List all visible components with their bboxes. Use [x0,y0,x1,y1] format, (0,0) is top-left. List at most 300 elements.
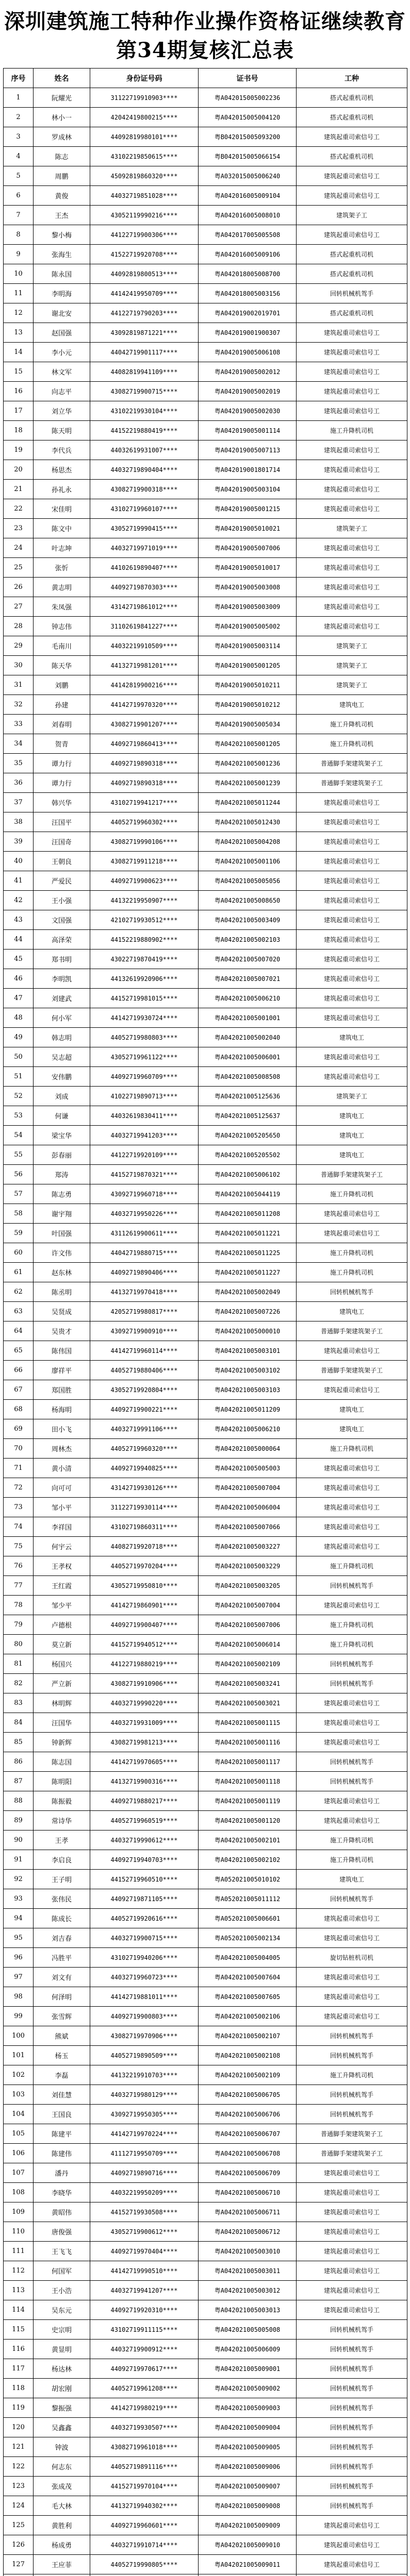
row-index: 61 [4,1263,34,1282]
row-name: 陈志勇 [34,1184,90,1204]
row-index: 84 [4,1713,34,1733]
row-id-number: 44052719961208**** [90,2379,199,2398]
row-name: 林小一 [34,108,90,127]
row-work-type: 建筑起重司索信号工 [297,1968,407,1987]
table-row [4,1948,407,1968]
table-row [4,323,407,343]
row-certificate-number: 粤A042021005001239 [199,773,297,793]
row-certificate-number: 粤A042019005001215 [199,499,297,519]
row-name: 邹少平 [34,1596,90,1615]
row-id-number: 43052719900612**** [90,2222,199,2242]
row-name: 李小元 [34,343,90,362]
row-work-type: 建筑起重司索信号工 [297,2555,407,2574]
row-work-type: 建筑起重司索信号工 [297,812,407,832]
table-row [4,2398,407,2418]
row-name: 陈建平 [34,2124,90,2144]
row-certificate-number: 粤A042021005006710 [199,2183,297,2202]
row-index: 24 [4,538,34,558]
row-id-number: 43082719910906**** [90,1674,199,1693]
row-name: 林明辉 [34,1693,90,1713]
row-work-type: 建筑电工 [297,1870,407,1889]
table-row [4,656,407,675]
row-certificate-number: 粤A042021005003011 [199,2261,297,2281]
row-work-type: 建筑起重司索信号工 [297,127,407,147]
row-certificate-number: 粤A042021005011208 [199,1204,297,1224]
row-id-number: 44052719960320**** [90,1439,199,1459]
row-index: 127 [4,2555,34,2574]
row-index: 111 [4,2242,34,2261]
row-index: 3 [4,127,34,147]
row-name: 杨海明 [34,1400,90,1419]
row-index: 106 [4,2144,34,2163]
row-name: 黄昭伟 [34,2202,90,2222]
row-index: 89 [4,1811,34,1831]
row-id-number: 44142719990510**** [90,2261,199,2281]
row-work-type: 回转机械机驾手 [297,1674,407,1693]
row-id-number: 43052119990216**** [90,206,199,225]
table-row [4,1106,407,1126]
row-work-type: 回转机械机驾手 [297,2046,407,2065]
row-id-number: 44032719990612**** [90,1831,199,1850]
row-name: 李明凯 [34,969,90,989]
table-row [4,950,407,969]
row-name: 张雪辉 [34,2007,90,2026]
table-row [4,343,407,362]
row-name: 何谦 [34,1106,90,1126]
row-name: 王小浩 [34,2281,90,2300]
row-id-number: 44032719990220**** [90,1693,199,1713]
table-row [4,597,407,617]
row-name: 王小强 [34,891,90,910]
row-id-number: 44032619830411**** [90,1106,199,1126]
table-row [4,108,407,127]
table-row [4,2144,407,2163]
row-id-number: 43052719961122**** [90,1047,199,1067]
row-work-type: 建筑架子工 [297,656,407,675]
row-id-number: 44082819941109**** [90,362,199,382]
row-index: 120 [4,2418,34,2437]
row-index: 125 [4,2516,34,2535]
row-work-type: 建筑起重司索信号工 [297,499,407,519]
row-certificate-number: 粤A042021005007604 [199,1968,297,1987]
table-row [4,812,407,832]
row-certificate-number: 粤A042021005007066 [199,1517,297,1537]
table-row [4,1400,407,1419]
row-index: 91 [4,1850,34,1870]
row-work-type: 建筑起重司索信号工 [297,362,407,382]
row-certificate-number: 粤A042021005001236 [199,754,297,773]
row-certificate-number: 粤A042021005006009 [199,2340,297,2359]
row-work-type: 建筑起重司索信号工 [297,597,407,617]
row-work-type: 建筑起重司索信号工 [297,401,407,421]
table-row [4,1831,407,1850]
row-index: 46 [4,969,34,989]
row-index: 48 [4,1008,34,1028]
row-work-type: 建筑起重司索信号工 [297,871,407,891]
row-work-type: 建筑起重司索信号工 [297,2007,407,2026]
row-name: 王子明 [34,1870,90,1889]
row-certificate-number: 粤A042021005125637 [199,1106,297,1126]
row-id-number: 44032719851028**** [90,186,199,206]
row-certificate-number: 粤A042021005003013 [199,2300,297,2320]
row-index: 5 [4,166,34,186]
row-id-number: 44092719960601**** [90,2516,199,2535]
row-id-number: 44092719870303**** [90,578,199,597]
row-certificate-number: 粤A042018005008700 [199,264,297,284]
table-row [4,1145,407,1165]
row-work-type: 搭式起重机司机 [297,108,407,127]
table-row [4,1635,407,1654]
row-name [34,2574,90,2576]
row-index: 83 [4,1693,34,1713]
row-work-type: 建筑起重司索信号工 [297,1909,407,1928]
row-certificate-number: 粤A042021005001001 [199,1008,297,1028]
row-index: 14 [4,343,34,362]
row-work-type: 搭式起重机司机 [297,264,407,284]
row-id-number: 44032719980129**** [90,2085,199,2105]
row-work-type: 建筑电工 [297,1302,407,1321]
row-index: 58 [4,1204,34,1224]
row-certificate-number: 粤A042021005006705 [199,2085,297,2105]
table-row [4,382,407,401]
row-work-type: 施工升降机司机 [297,1556,407,1576]
row-name: 向志平 [34,382,90,401]
table-row [4,1224,407,1243]
row-id-number: 44042719901117**** [90,343,199,362]
row-name: 刘春明 [34,715,90,734]
row-work-type: 建筑起重司索信号工 [297,558,407,578]
row-id-number: 44052719960302**** [90,812,199,832]
row-work-type: 建筑起重司索信号工 [297,1498,407,1517]
row-name: 王孝 [34,1831,90,1850]
row-certificate-number: 粤A042021005002101 [199,1831,297,1850]
row-certificate-number: 粤A042021005002040 [199,1028,297,1047]
row-certificate-number: 粤A042015005002236 [199,88,297,108]
row-id-number: 44152719960510**** [90,1870,199,1889]
row-work-type: 普通脚手架建筑架子工 [297,1321,407,1341]
table-row [4,2007,407,2026]
row-name: 陈志国 [34,1752,90,1772]
row-index: 8 [4,225,34,245]
row-name: 莫立新 [34,1635,90,1654]
row-work-type: 建筑起重司索信号工 [297,2261,407,2281]
row-certificate-number: 粤A042021005006706 [199,2105,297,2124]
row-index: 20 [4,460,34,480]
row-name: 罗成林 [34,127,90,147]
row-name: 梁宝华 [34,1126,90,1145]
row-certificate-number: 粤A042019005001114 [199,421,297,440]
row-name: 阮耀光 [34,88,90,108]
table-row [4,1184,407,1204]
row-id-number: 44032719941203**** [90,1126,199,1145]
row-name: 廖祥平 [34,1361,90,1380]
row-index: 16 [4,382,34,401]
row-id-number: 43082719990106**** [90,832,199,852]
row-work-type: 施工升降机司机 [297,1831,407,1850]
row-index: 73 [4,1498,34,1517]
row-certificate-number: 粤A042021005009004 [199,2418,297,2437]
row-id-number: 44032219950209**** [90,2183,199,2202]
row-certificate-number: 粤A042018005003156 [199,284,297,303]
row-index: 40 [4,852,34,871]
table-row [4,1517,407,1537]
row-name: 汪国奇 [34,832,90,852]
row-certificate-number: 粤A042021005006001 [199,1047,297,1067]
row-work-type: 回转机械机驾手 [297,2477,407,2496]
row-name: 王应菲 [34,2555,90,2574]
row-certificate-number: 粤A042021005009011 [199,2555,297,2574]
row-work-type: 搭式起重机司机 [297,303,407,323]
row-name: 杨思杰 [34,460,90,480]
row-name: 何小军 [34,1008,90,1028]
row-index: 6 [4,186,34,206]
row-index: 37 [4,793,34,812]
row-work-type: 搭式起重机司机 [297,88,407,108]
row-work-type: 建筑起重司索信号工 [297,1987,407,2007]
row-name: 黄志明 [34,578,90,597]
row-name: 熊斌 [34,2026,90,2046]
row-name: 潘丹 [34,2163,90,2183]
row-name: 李代兵 [34,440,90,460]
row-certificate-number: 粤A042019005001205 [199,656,297,675]
table-row [4,1008,407,1028]
row-work-type: 建筑架子工 [297,206,407,225]
row-id-number: 44152719940512**** [90,1635,199,1654]
row-work-type: 搭式起重机司机 [297,245,407,264]
row-certificate-number: 粤A042021005001106 [199,852,297,871]
row-work-type: 建筑起重司索信号工 [297,852,407,871]
row-certificate-number: 粤A042021005007004 [199,1478,297,1498]
row-index: 69 [4,1419,34,1439]
row-id-number: 44092719880217**** [90,1791,199,1811]
row-id-number: 44052719960519**** [90,1811,199,1831]
row-id-number: 43082719900715**** [90,382,199,401]
table-row [4,1165,407,1184]
row-certificate-number: 粤A042021005012430 [199,812,297,832]
row-name: 邹小平 [34,1498,90,1517]
table-row [4,1752,407,1772]
row-work-type: 普通脚手架建筑架子工 [297,773,407,793]
row-name: 吴东元 [34,2300,90,2320]
row-name: 黄胜利 [34,2516,90,2535]
row-index: 109 [4,2202,34,2222]
row-id-number: 44092719900623**** [90,871,199,891]
table-row [4,1321,407,1341]
row-work-type: 回转机械机驾手 [297,2418,407,2437]
row-id-number: 44142719960114**** [90,1341,199,1361]
row-certificate-number: 粤A042021005003409 [199,910,297,930]
row-index: 13 [4,323,34,343]
row-name: 卢德根 [34,1615,90,1635]
row-certificate-number: 粤A042019005007006 [199,538,297,558]
row-certificate-number: 粤A042021005006210 [199,989,297,1008]
row-certificate-number: 粤A042021005011227 [199,1263,297,1282]
row-work-type: 施工升降机司机 [297,1850,407,1870]
row-name: 陈振毅 [34,1791,90,1811]
row-index: 26 [4,578,34,597]
row-work-type: 建筑架子工 [297,675,407,695]
row-certificate-number: 粤A042021005001120 [199,1811,297,1831]
row-name: 李祥国 [34,1517,90,1537]
row-name: 吴贵才 [34,1321,90,1341]
row-index: 45 [4,950,34,969]
row-index: 17 [4,401,34,421]
table-row [4,88,407,108]
row-work-type: 施工升降机司机 [297,421,407,440]
row-id-number: 44142719980219**** [90,2398,199,2418]
row-certificate-number: 粤A042021005002109 [199,2065,297,2085]
row-index: 126 [4,2535,34,2555]
row-certificate-number: 粤A042021005003101 [199,1341,297,1361]
row-id-number: 44032719900715**** [90,1928,199,1948]
row-certificate-number: 粤A042021005002103 [199,930,297,950]
row-work-type: 普通脚手架建筑架子工 [297,1361,407,1380]
row-certificate-number: 粤A042021005008650 [199,891,297,910]
row-work-type: 施工升降机司机 [297,1615,407,1635]
table-row [4,245,407,264]
table-row [4,284,407,303]
row-id-number: 44092719890716**** [90,2163,199,2183]
row-index: 86 [4,1752,34,1772]
row-work-type: 回转机械机驾手 [297,2398,407,2418]
table-row [4,1615,407,1635]
row-id-number: 44082719920718**** [90,1537,199,1556]
row-id-number: 44032719890404**** [90,460,199,480]
row-name: 谭力行 [34,773,90,793]
row-index: 74 [4,1517,34,1537]
row-id-number: 42042419800215**** [90,108,199,127]
row-index: 63 [4,1302,34,1321]
row-work-type: 建筑起重司索信号工 [297,1047,407,1067]
row-certificate-number: 粤A042021005205650 [199,1126,297,1145]
row-index: 51 [4,1067,34,1087]
row-name: 史宗明 [34,2320,90,2340]
row-id-number: 44032719971019**** [90,538,199,558]
row-certificate-number: 粤A042016005008010 [199,206,297,225]
row-id-number: 44032719960723**** [90,1968,199,1987]
row-work-type: 回转机械机驾手 [297,2496,407,2516]
row-id-number: 43082719970906**** [90,2026,199,2046]
row-index: 78 [4,1596,34,1615]
row-certificate-number: 粤A042019005007113 [199,440,297,460]
row-certificate-number: 粤A042021005005056 [199,871,297,891]
row-name: 钟志伟 [34,617,90,636]
row-id-number: 43022719870419**** [90,950,199,969]
row-id-number: 43102719941217**** [90,793,199,812]
row-name: 杨玉 [34,2046,90,2065]
row-name: 张海生 [34,245,90,264]
row-certificate-number: 粤A042021005004208 [199,832,297,852]
table-row [4,440,407,460]
row-certificate-number: 粤A042016005009106 [199,245,297,264]
row-index: 23 [4,519,34,538]
row-work-type: 回转机械机驾手 [297,2359,407,2379]
row-name: 高泽荣 [34,930,90,950]
row-name: 钟新辉 [34,1733,90,1752]
table-row [4,480,407,499]
table-row [4,1204,407,1224]
row-certificate-number: 粤A042021005007020 [199,950,297,969]
table-row [4,2105,407,2124]
row-index: 10 [4,264,34,284]
row-work-type: 建筑起重司索信号工 [297,617,407,636]
row-work-type: 施工升降机司机 [297,1439,407,1459]
table-row [4,166,407,186]
row-index: 122 [4,2457,34,2477]
row-index: 54 [4,1126,34,1145]
table-row [4,2065,407,2085]
row-index: 108 [4,2183,34,2202]
row-id-number: 43102219850615**** [90,147,199,166]
row-name: 王杰 [34,206,90,225]
row-name: 何国军 [34,2261,90,2281]
row-work-type: 回转机械机驾手 [297,2026,407,2046]
row-name: 郑书明 [34,950,90,969]
row-certificate-number: 粤A042021005044119 [199,1184,297,1204]
row-certificate-number: 粤A042021005006004 [199,1498,297,1517]
table-row [4,1772,407,1791]
row-work-type: 回转机械机驾手 [297,1282,407,1302]
row-certificate-number: 粤A042021005001117 [199,1752,297,1772]
header-index: 序号 [4,69,34,88]
row-id-number: 41522719920708**** [90,245,199,264]
row-certificate-number: 粤A042021005002049 [199,1282,297,1302]
row-certificate-number: 粤A042019001801714 [199,460,297,480]
row-work-type: 建筑起重司索信号工 [297,891,407,910]
row-work-type: 回转机械机驾手 [297,2457,407,2477]
row-certificate-number: 粤A042017005005508 [199,225,297,245]
row-work-type: 回转机械机驾手 [297,1576,407,1596]
row-work-type: 建筑起重司索信号工 [297,225,407,245]
row-id-number: 44142419950709**** [90,284,199,303]
row-name: 王朝良 [34,852,90,871]
row-certificate-number: 粤A042021005205502 [199,1145,297,1165]
row-index: 87 [4,1772,34,1791]
row-id-number: 44092719970404**** [90,2242,199,2261]
row-id-number: 44122719880219**** [90,1654,199,1674]
row-work-type: 建筑起重司索信号工 [297,2222,407,2242]
row-id-number: 44092719890318**** [90,754,199,773]
row-name: 陈明阳 [34,1772,90,1791]
row-name: 黄俊 [34,186,90,206]
row-certificate-number: 粤A042019005005034 [199,715,297,734]
row-index: 101 [4,2046,34,2065]
row-index: 112 [4,2261,34,2281]
row-name: 安伟鹏 [34,1067,90,1087]
row-work-type: 建筑起重司索信号工 [297,1341,407,1361]
row-index: 103 [4,2085,34,2105]
row-id-number: 44042719880715**** [90,1243,199,1263]
row-name: 张成茂 [34,2477,90,2496]
row-index: 32 [4,695,34,715]
row-index: 116 [4,2340,34,2359]
table-row [4,2202,407,2222]
row-certificate-number: 粤A042021005002107 [199,2026,297,2046]
row-name: 黄小清 [34,1459,90,1478]
row-name: 刘鹏 [34,675,90,695]
row-name: 刘佳慧 [34,2085,90,2105]
row-name: 彭春丽 [34,1145,90,1165]
row-certificate-number: 粤A042021005007605 [199,1987,297,2007]
row-id-number: 44092719960709**** [90,1067,199,1087]
row-certificate-number: 粤A042021005001119 [199,1791,297,1811]
table-row [4,303,407,323]
row-index: 67 [4,1380,34,1400]
row-id-number: 44102619890407**** [90,558,199,578]
row-id-number: 31122719930114**** [90,1498,199,1517]
row-certificate-number: 粤A042021005000010 [199,1321,297,1341]
row-index: 98 [4,1987,34,2007]
